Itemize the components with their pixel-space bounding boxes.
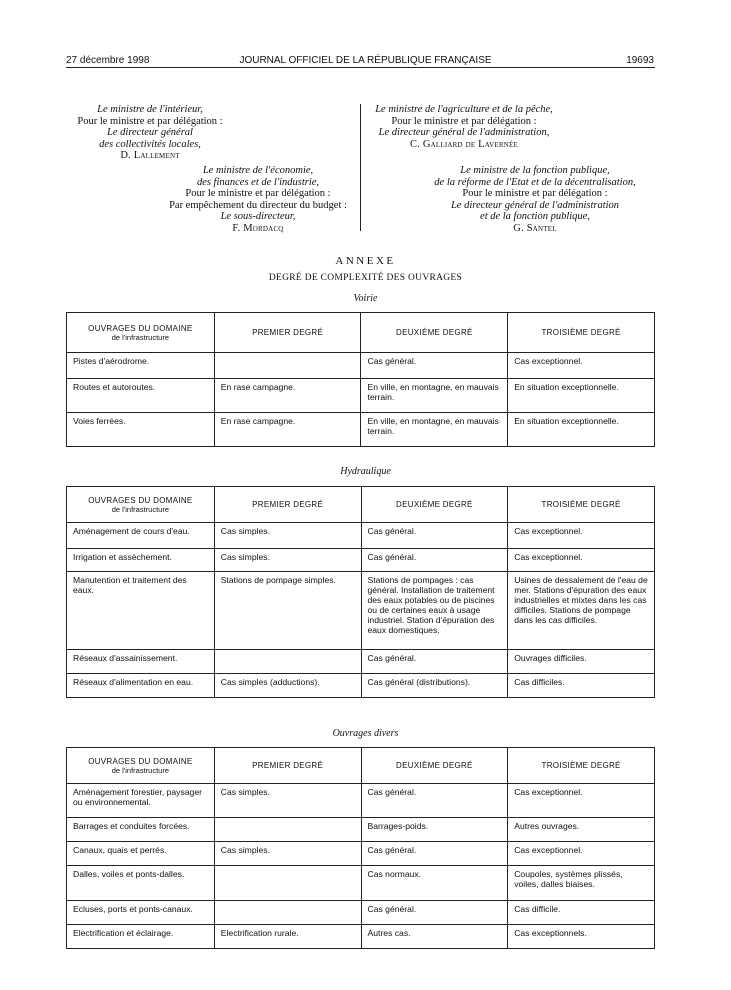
section-title-ouvrages-divers: Ouvrages divers [332, 728, 399, 739]
annex-subtitle: DEGRÉ DE COMPLEXITÉ DES OUVRAGES [268, 273, 463, 283]
signature-line: et de la fonction publique, [480, 211, 590, 223]
table-cell: Cas général. [361, 650, 508, 674]
table-cell: Coupoles, systèmes plissés, voiles, dalles biaises. [508, 866, 655, 901]
column-header-deuxieme-degre: DEUXIÈME DEGRÉ [361, 313, 508, 353]
signature-interior [60, 104, 240, 162]
table-cell: Cas difficiles. [508, 674, 655, 698]
table-cell: Canaux, quais et perrés. [67, 842, 215, 866]
table-cell: Cas exceptionnel. [508, 784, 655, 818]
table-cell: Ecluses, ports et ponts-canaux. [67, 901, 215, 925]
column-header-ouvrages [67, 313, 215, 353]
column-header-premier-degre: PREMIER DEGRÉ [214, 487, 361, 523]
journal-title: JOURNAL OFFICIEL DE LA RÉPUBLIQUE FRANÇAISE [239, 55, 492, 66]
table-cell: Barrages et conduites forcées. [67, 818, 215, 842]
table-cell: Cas général (distributions). [361, 674, 508, 698]
table-cell: En rase campagne. [214, 413, 361, 447]
table-cell: En rase campagne. [214, 379, 361, 413]
table-cell: Réseaux d'assainissement. [67, 650, 215, 674]
table-row [67, 353, 655, 379]
table-cell: Cas général. [361, 353, 508, 379]
column-header-troisieme-degre: TROISIÈME DEGRÉ [508, 313, 655, 353]
table-cell: Barrages-poids. [361, 818, 508, 842]
signature-agriculture [366, 104, 562, 150]
table-cell: Cas simples. [214, 842, 361, 866]
table-cell: Cas général. [361, 784, 508, 818]
table-row [67, 379, 655, 413]
table-cell: Irrigation et assèchement. [67, 549, 215, 572]
table-row [67, 413, 655, 447]
column-header-deuxieme-degre: DEUXIÈME DEGRÉ [361, 487, 508, 523]
table-cell: Usines de dessalement de l'eau de mer. Stations d'épuration des eaux industrielles et mixtes dans les cas difficiles. Stations de pompage dans les cas difficiles. [508, 572, 655, 650]
signature-line: Le ministre de l'économie, [202, 165, 314, 176]
signatory-name: G. Santel [513, 222, 557, 234]
table-cell: Aménagement de cours d'eau. [67, 523, 215, 549]
table-cell: Autres ouvrages. [508, 818, 655, 842]
table-row [67, 842, 655, 866]
table-cell: Cas simples. [214, 784, 361, 818]
column-header-subline: de l'infrastructure [111, 504, 170, 514]
table-cell: Dalles, voiles et ponts-dalles. [67, 866, 215, 901]
table-ouvrages-divers [66, 747, 655, 949]
table-cell: Cas général. [361, 549, 508, 572]
page-number: 19693 [626, 55, 654, 66]
section-title-voirie: Voirie [353, 293, 378, 304]
table-cell: Autres cas. [361, 925, 508, 949]
table-cell: Cas difficile. [508, 901, 655, 925]
table-cell: Cas simples (adductions). [214, 674, 361, 698]
signature-line: Le ministre de l'intérieur, [97, 104, 203, 115]
table-cell: En ville, en montagne, en mauvais terrain. [361, 413, 508, 447]
signature-line: Pour le ministre et par délégation : [77, 115, 223, 127]
table-cell: Cas général. [361, 523, 508, 549]
column-header-line: OUVRAGES DU DOMAINE [88, 756, 193, 766]
table-cell: Routes et autoroutes. [67, 379, 215, 413]
table-cell: Cas exceptionnel. [508, 523, 655, 549]
signature-line: de la réforme de l'Etat et de la décentralisation, [434, 176, 636, 188]
section-title-hydraulique: Hydraulique [340, 466, 391, 477]
table-cell [214, 901, 361, 925]
table-cell: Cas simples. [214, 523, 361, 549]
column-header-line: OUVRAGES DU DOMAINE [88, 323, 193, 333]
table-cell: Aménagement forestier, paysager ou environnemental. [67, 784, 215, 818]
table-cell: Cas simples. [214, 549, 361, 572]
table-cell: Réseaux d'alimentation en eau. [67, 674, 215, 698]
table-row [67, 650, 655, 674]
table-cell: Manutention et traitement des eaux. [67, 572, 215, 650]
table-cell: Cas exceptionnels. [508, 925, 655, 949]
table-cell: En ville, en montagne, en mauvais terrain. [361, 379, 508, 413]
table-cell: Cas exceptionnel. [508, 842, 655, 866]
table-hydraulique [66, 486, 655, 698]
table-row [67, 866, 655, 901]
table-cell: En situation exceptionnelle. [508, 379, 655, 413]
signature-line: Le ministre de l'agriculture et de la pêche, [375, 104, 553, 115]
table-cell: Electrification rurale. [214, 925, 361, 949]
table-cell: Cas général. [361, 842, 508, 866]
signature-line: Pour le ministre et par délégation : [185, 188, 331, 200]
table-cell: Electrification et éclairage. [67, 925, 215, 949]
signature-public-service [430, 165, 640, 235]
table-cell: Stations de pompages : cas général. Installation de traitement des eaux potables ou de piscines ou de certaines eaux à usage industriel. Station d'épuration des eaux domestiques. [361, 572, 508, 650]
signature-line: Pour le ministre et par délégation : [391, 115, 537, 127]
table-cell: Cas exceptionnel. [508, 353, 655, 379]
table-cell: En situation exceptionnelle. [508, 413, 655, 447]
column-header-troisieme-degre: TROISIÈME DEGRÉ [508, 487, 655, 523]
table-cell: Ouvrages difficiles. [508, 650, 655, 674]
signature-line: Le directeur général [107, 127, 193, 139]
signature-line: des collectivités locales, [99, 138, 201, 150]
column-header-troisieme-degre: TROISIÈME DEGRÉ [508, 748, 655, 784]
signature-economy [160, 165, 356, 235]
signatory-name: C. Galliard de Lavernée [410, 138, 518, 150]
column-header-premier-degre: PREMIER DEGRÉ [214, 313, 361, 353]
signature-line: Le directeur général de l'administration [450, 199, 620, 211]
signature-line: Le sous-directeur, [220, 211, 296, 223]
table-row [67, 674, 655, 698]
table-cell: Cas exceptionnel. [508, 549, 655, 572]
signature-divider [360, 104, 361, 231]
table-row [67, 549, 655, 572]
signature-line: Le directeur général de l'administration, [378, 127, 550, 139]
signatory-name: D. Lallement [120, 150, 180, 162]
signatory-name: F. Mordacq [232, 222, 284, 234]
signature-line: des finances et de l'industrie, [196, 176, 320, 188]
table-header-row [67, 748, 655, 784]
column-header-line: OUVRAGES DU DOMAINE [88, 495, 193, 505]
signature-line: Le ministre de la fonction publique, [460, 165, 610, 176]
table-row [67, 925, 655, 949]
table-header-row [67, 313, 655, 353]
table-header-row [67, 487, 655, 523]
table-cell: Stations de pompage simples. [214, 572, 361, 650]
column-header-subline: de l'infrastructure [111, 332, 170, 342]
table-cell: Pistes d'aérodrome. [67, 353, 215, 379]
column-header-ouvrages [67, 487, 215, 523]
column-header-deuxieme-degre: DEUXIÈME DEGRÉ [361, 748, 508, 784]
column-header-premier-degre: PREMIER DEGRÉ [214, 748, 361, 784]
page-date: 27 décembre 1998 [66, 55, 150, 66]
column-header-ouvrages [67, 748, 215, 784]
table-voirie [66, 312, 655, 447]
header-rule [66, 67, 655, 68]
table-row [67, 901, 655, 925]
table-cell [214, 866, 361, 901]
table-cell: Cas général. [361, 901, 508, 925]
signature-line: Par empêchement du directeur du budget : [169, 199, 347, 211]
column-header-subline: de l'infrastructure [111, 765, 170, 775]
table-cell: Voies ferrées. [67, 413, 215, 447]
annex-title: ANNEXE [335, 255, 396, 267]
signature-line: Pour le ministre et par délégation : [462, 188, 608, 200]
table-cell: Cas normaux. [361, 866, 508, 901]
table-row [67, 784, 655, 818]
table-row [67, 818, 655, 842]
table-cell [214, 650, 361, 674]
table-cell [214, 353, 361, 379]
table-row [67, 523, 655, 549]
table-row [67, 572, 655, 650]
table-cell [214, 818, 361, 842]
